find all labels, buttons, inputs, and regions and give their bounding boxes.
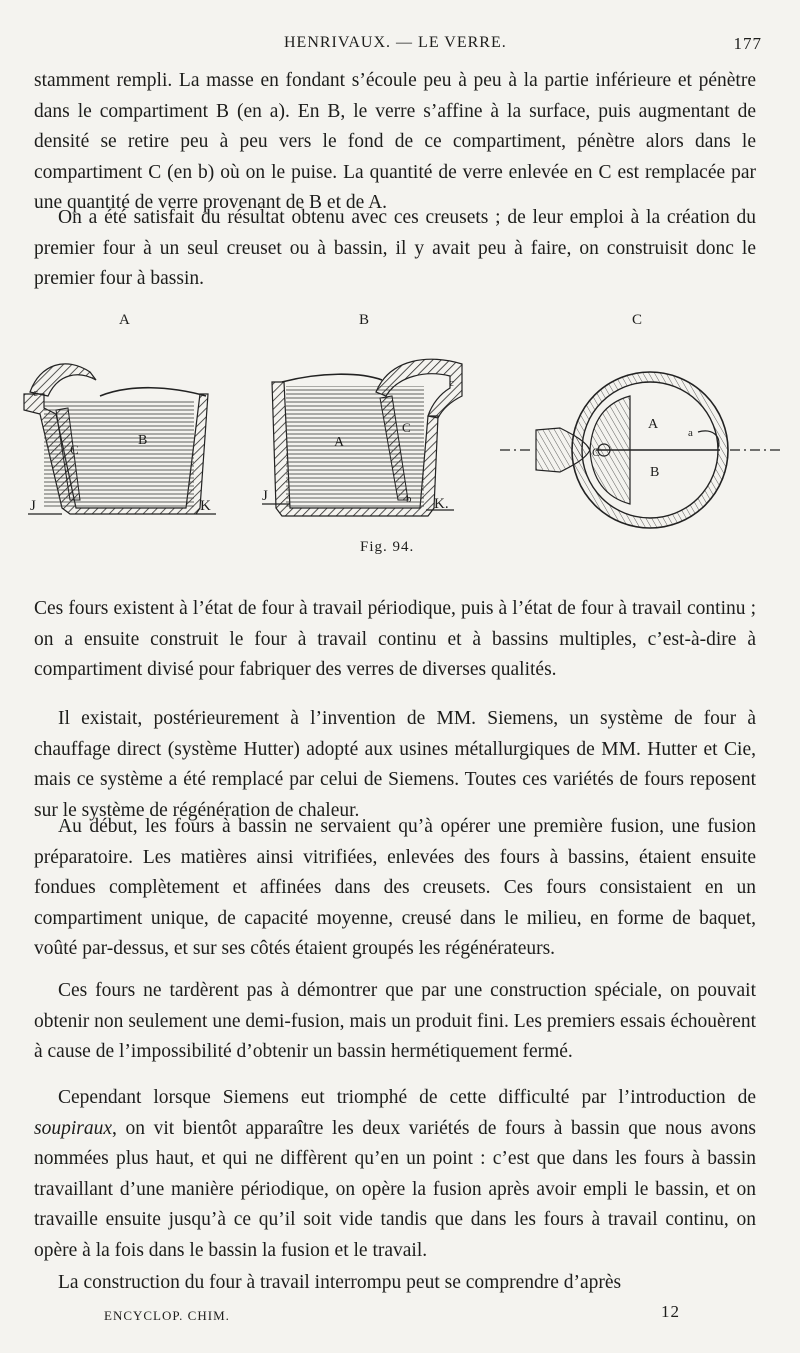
- paragraph-1: stamment rempli. La masse en fondant s’écoule peu à peu à la partie inférieure et pénètre dans le compartiment B (en a). En B, le verre s’affine à la surface, puis augmentant de densité se retire peu à peu vers le fond de ce compartiment, pénètre alors dans le compartiment C (en b) où on le puise. La quantité de verre enlevée en C est remplacée par une quantité de verre provenant de B et de A.: [34, 70, 756, 214]
- label-a-b: A: [334, 435, 345, 450]
- label-b-c: B: [650, 465, 660, 480]
- section-drawing-b: [262, 359, 462, 516]
- running-title: HENRIVAUX. — LE VERRE.: [284, 34, 507, 51]
- label-a-c: A: [648, 417, 659, 432]
- paragraph-7: [34, 1083, 756, 1267]
- figure-caption: Fig. 94.: [360, 539, 415, 555]
- label-j-a: J: [30, 498, 36, 514]
- label-b-small-b: b: [406, 493, 412, 505]
- label-j-b: J: [262, 488, 268, 504]
- paragraph-6: Ces fours ne tardèrent pas à démontrer que par une construction spéciale, on pouvait obtenir non seulement une demi-fusion, mais un produit fini. Les premiers essais échouèrent à cause de l’impossibilité d’obtenir un bassin hermétiquement fermé.: [34, 980, 756, 1063]
- label-k-b: K.: [434, 496, 449, 512]
- panel-letter-c: C: [632, 312, 643, 328]
- label-c-small-b: c: [449, 377, 454, 389]
- page-footer: [104, 1302, 680, 1332]
- paragraph-4: Il existait, postérieurement à l’invention de MM. Siemens, un système de four à chauffage direct (système Hutter) adopté aux usines métallurgiques de MM. Hutter et Cie, mais ce système a été remplacé par celui de Siemens. Toutes ces variétés de fours reposent sur le système de régénération de chaleur.: [34, 708, 756, 821]
- footer-source: ENCYCLOP. CHIM.: [104, 1308, 230, 1323]
- paragraph-3: Ces fours existent à l’état de four à travail périodique, puis à l’état de four à travail continu ; on a ensuite construit le four à travail continu et à bassins multiples, c’est-à-dire à compartiment divisé pour fabriquer des verres de diverses qualités.: [34, 598, 756, 681]
- crucible-illustration: [0, 300, 800, 540]
- label-c-a: C: [70, 442, 79, 457]
- paragraph-2: On a été satisfait du résultat obtenu avec ces creusets ; de leur emploi à la création du premier four à un seul creuset ou à bassin, il y avait peu à faire, on construisit donc le premier four à bassin.: [34, 207, 756, 290]
- section-drawing-a: [24, 364, 216, 514]
- panel-letter-a: A: [119, 312, 130, 328]
- label-a-small-c: a: [688, 427, 693, 439]
- paragraph-5: Au début, les fours à bassin ne servaient qu’à opérer une première fusion, une fusion préparatoire. Les matières ainsi vitrifiées, enlevées des fours à bassins, étaient ensuite fondues complètement et affinées dans des creusets. Ces fours consistaient en un compartiment unique, de capacité moyenne, creusé dans le milieu, en forme de baquet, voûté par-dessus, et sur ses côtés étaient groupés les régénérateurs.: [34, 816, 756, 960]
- panel-letter-b: B: [359, 312, 370, 328]
- italic-term-soupiraux: soupiraux: [34, 1117, 112, 1139]
- label-c-c: C: [592, 445, 601, 459]
- figure-94: [0, 300, 800, 570]
- paragraph-7-start: Cependant lorsque Siemens eut triomphé de cette difficulté par l’introduction de: [58, 1087, 756, 1108]
- label-b-a: B: [138, 433, 148, 448]
- label-c-small-a: c: [33, 387, 38, 399]
- page-number: 177: [733, 34, 762, 53]
- paragraph-7-end: , on vit bientôt apparaître les deux variétés de fours à bassin que nous avons nommées plus haut, et qui ne diffèrent qu’en un point : c’est que dans les fours à bassin travaillant d’une manière périodique, on opère la fusion après avoir empli le bassin, et on travaille ensuite jusqu’à ce qu’il soit vide tandis que dans les fours à travail continu, on opère à la fois dans le bassin la fusion et le travail.: [34, 1117, 756, 1261]
- signature-mark: 12: [661, 1302, 680, 1321]
- plan-drawing-c: [500, 372, 780, 528]
- label-c-b: C: [402, 420, 411, 435]
- label-k-a: K: [200, 498, 211, 514]
- paragraph-8: La construction du four à travail interrompu peut se comprendre d’après: [58, 1272, 622, 1293]
- running-header: [34, 34, 762, 58]
